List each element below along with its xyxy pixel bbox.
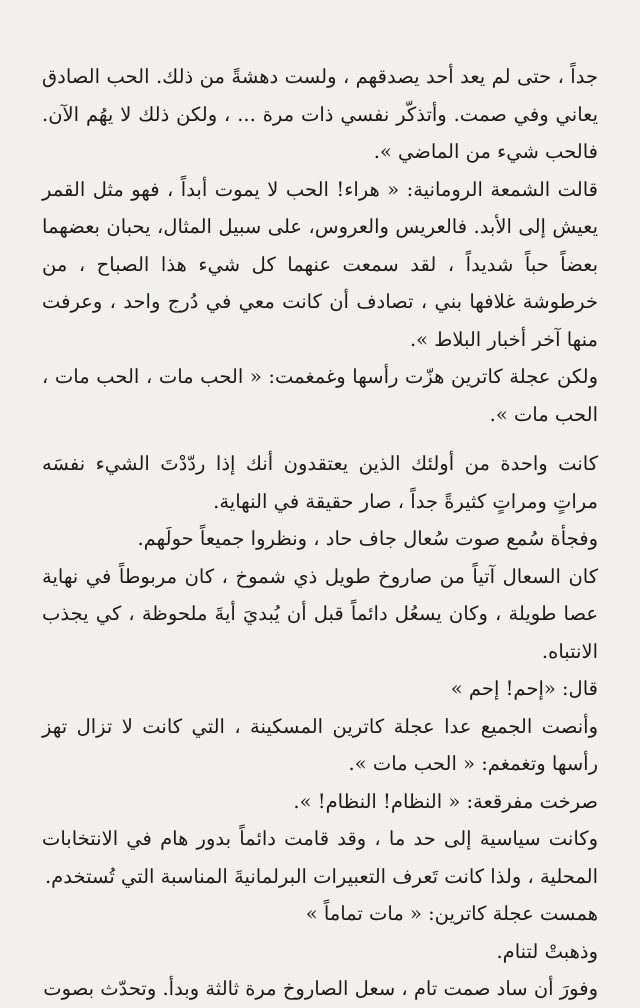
paragraph-5: وفجأة سُمع صوت سُعال جاف حاد ، ونظروا جميعاً حولَهم. — [137, 527, 598, 550]
book-page — [42, 58, 598, 1008]
paragraph-3: ولكن عجلة كاترين هزّت رأسها وغمغمت: « الحب مات ، الحب مات ، الحب مات ». — [42, 365, 598, 426]
paragraph-9: صرخت مفرقعة: « النظام! النظام! ». — [293, 789, 598, 813]
paragraph-13: وفورَ أن ساد صمت تام ، سعل الصاروخ مرة ثالثة وبدأ. وتحدّث بصوت — [43, 977, 598, 1000]
paragraph-11: همست عجلة كاترين: « مات تماماً » — [305, 902, 598, 925]
paragraph-2: قالت الشمعة الرومانية: « هراء! الحب لا يموت أبداً ، فهو مثل القمر يعيش إلى الأبد. فالعريس والعروس، على سبيل المثال، يحبان بعضهما بعضاً حباً شديداً ، لقد سمعت عنهما كل شيء هذا الصباح ، من خرطوشة غلافها بني ، تصادف أن كانت معي في دُرج واحد ، وعرفت منها آخر أخبار البلاط ». — [42, 177, 598, 351]
paragraph-7: قال: «إحم! إحم » — [450, 677, 598, 700]
paragraph-4: كانت واحدة من أولئك الذين يعتقدون أنك إذا ردّدْتَ الشيء نفسَه مراتٍ ومراتٍ كثيرةً جداً ، صار حقيقة في النهاية. — [42, 452, 598, 513]
paragraph-1: جداً ، حتى لم يعد أحد يصدقهم ، ولست دهشةً من ذلك. الحب الصادق يعاني وفي صمت. وأتذكّر نفسي ذات مرة ... ، ولكن ذلك لا يهُم الآن. فالحب شيء من الماضي ». — [42, 65, 598, 163]
paragraph-6: كان السعال آتياً من صاروخ طويل ذي شموخ ، كان مربوطاً في نهاية عصا طويلة ، وكان يسعُل دائماً قبل أن يُبديَ أيةَ ملحوظة ، كي يجذب الانتباه. — [42, 564, 598, 663]
paragraph-10: وكانت سياسية إلى حد ما ، وقد قامت دائماً بدور هام في الانتخابات المحلية ، ولذا كانت تَعرف التعبيرات البرلمانيةَ المناسبة التي تُستخدم. — [42, 827, 598, 888]
paragraph-12: وذهبتْ لتنام. — [496, 939, 598, 963]
paragraph-8: وأنصت الجميع عدا عجلة كاترين المسكينة ، التي كانت لا تزال تهز رأسها وتغمغم: « الحب مات ». — [42, 714, 598, 775]
